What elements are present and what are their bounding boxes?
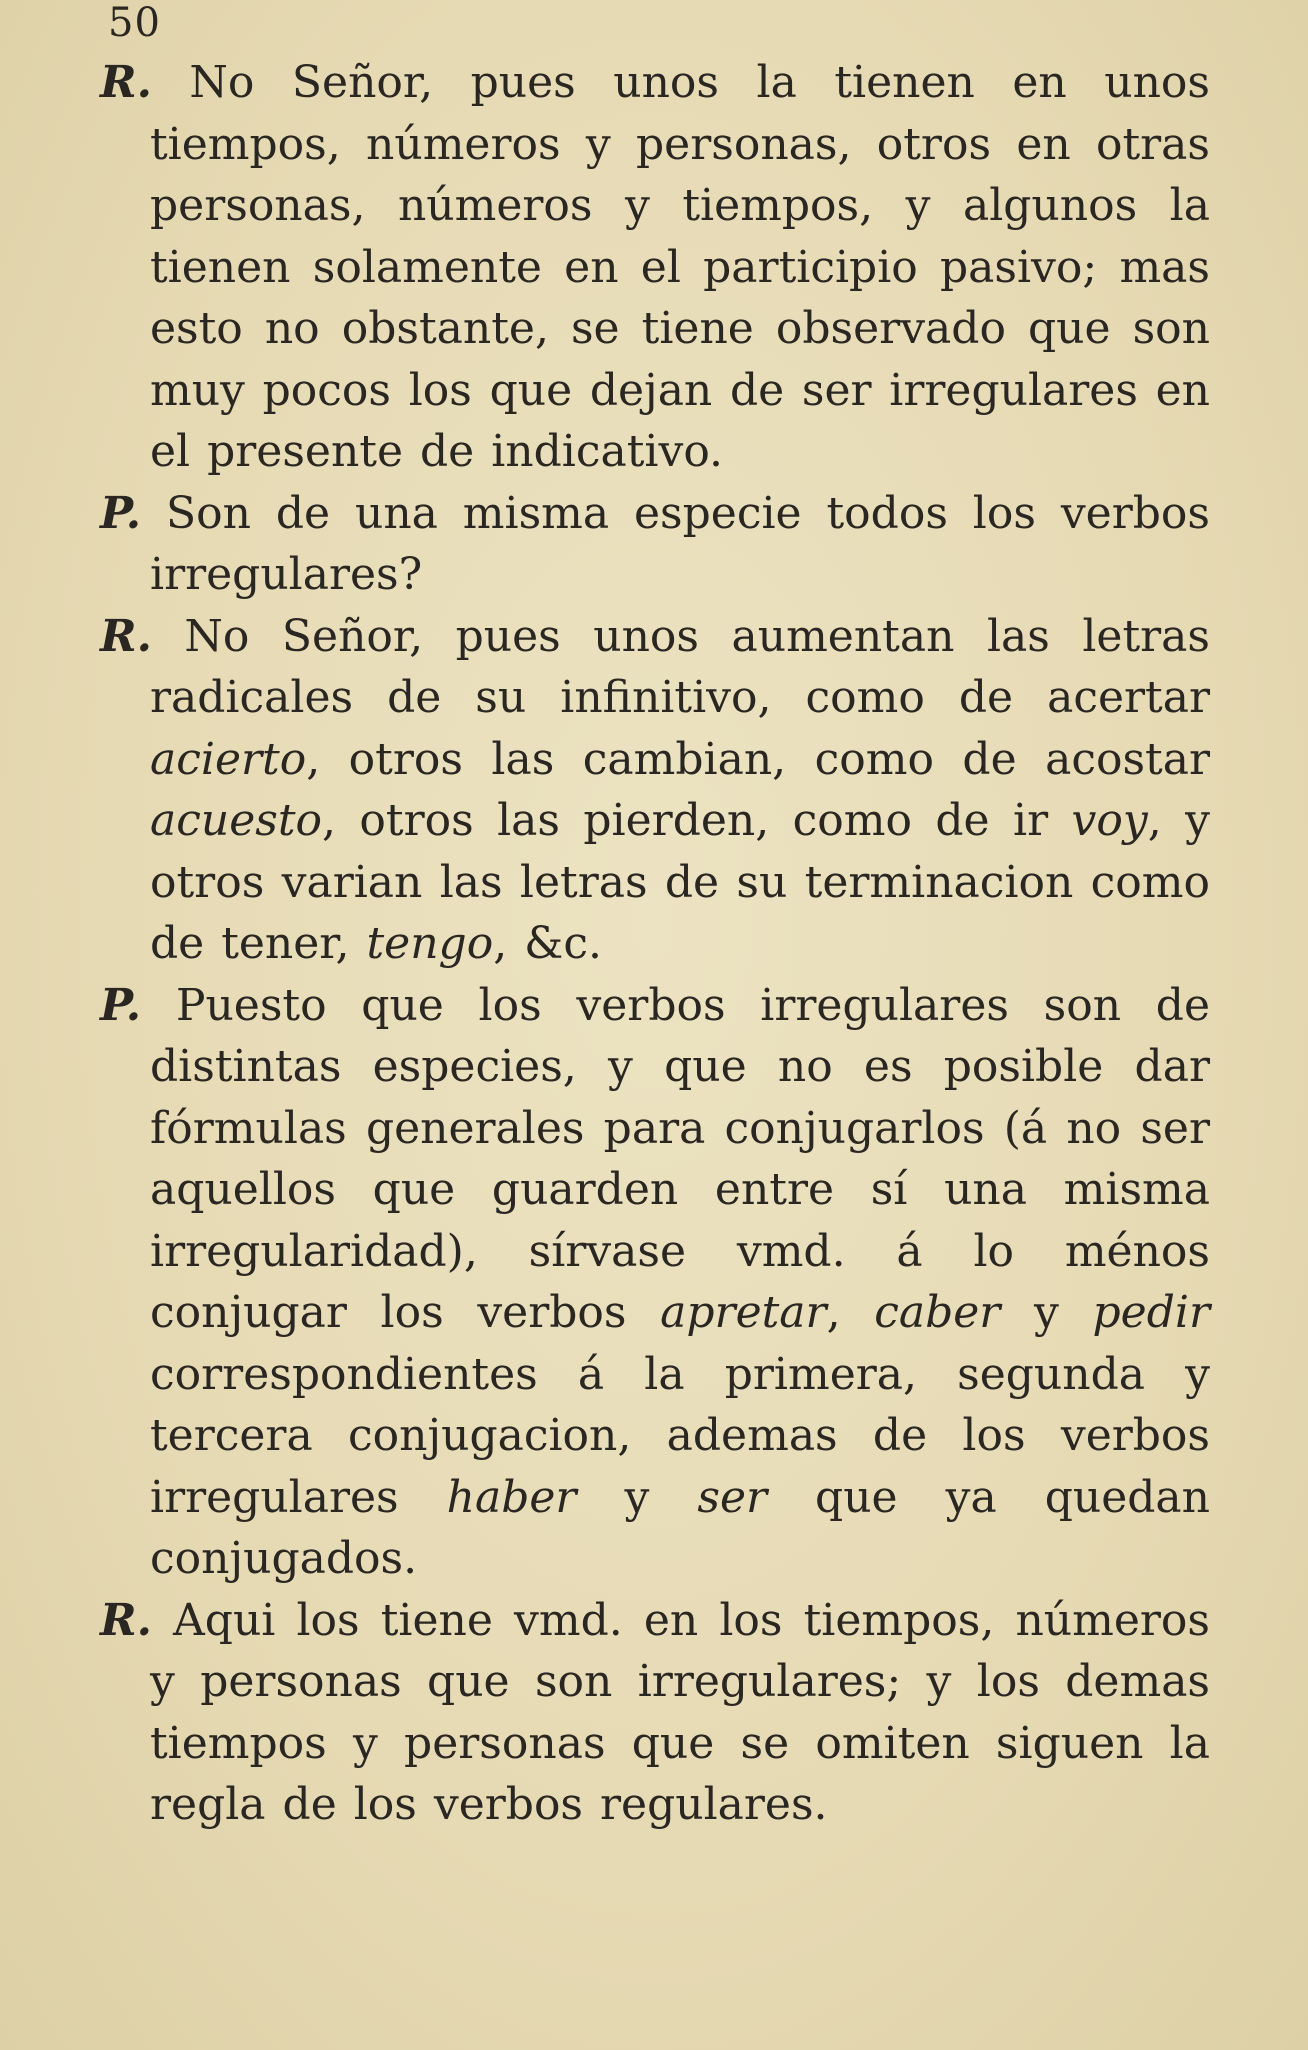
paragraph-text: y — [576, 1471, 698, 1523]
paragraph-text: , otros las pierden, como de ir — [322, 795, 1072, 846]
question-label: P. — [100, 979, 142, 1031]
question-paragraph-2 — [100, 975, 1210, 1590]
question-label: P. — [100, 487, 142, 539]
paragraph-text: correspondientes á la primera, segunda y tercera conjugacion, ademas de los verbos irregulares — [150, 1348, 1210, 1523]
paragraph-text: Aqui los tiene vmd. en los tiempos, números y personas que son irregulares; y los demas tiempos y personas que se omiten siguen la regla de los verbos regulares. — [150, 1594, 1210, 1830]
verb-word: haber — [446, 1471, 577, 1523]
paragraph-text: , — [826, 1287, 875, 1338]
paragraph-text: y — [1000, 1287, 1093, 1338]
body-text — [100, 52, 1210, 1836]
page-number: 50 — [108, 0, 161, 46]
example-word: voy — [1071, 795, 1148, 846]
paragraph-text: , otros las cambian, como de acostar — [306, 733, 1210, 785]
paragraph-text: No Señor, pues unos aumentan las letras radicales de su infinitivo, como de acertar — [150, 610, 1210, 723]
answer-paragraph-3 — [100, 1590, 1210, 1836]
paragraph-text: que ya quedan conjugados. — [150, 1471, 1210, 1584]
answer-label: R. — [100, 610, 152, 662]
example-word: acierto — [150, 733, 307, 785]
verb-word: pedir — [1092, 1287, 1210, 1338]
paragraph-text: , y otros varian las letras de su terminacion como de tener, — [150, 795, 1210, 969]
answer-label: R. — [100, 57, 152, 108]
answer-label: R. — [100, 1594, 152, 1646]
example-word: acuesto — [150, 795, 323, 846]
paragraph-text: Son de una misma especie todos los verbos irregulares? — [150, 487, 1210, 600]
verb-word: ser — [697, 1471, 768, 1523]
verb-word: apretar — [660, 1287, 827, 1338]
question-paragraph-1 — [100, 483, 1210, 606]
verb-word: caber — [874, 1287, 1001, 1338]
paragraph-text: No Señor, pues unos la tienen en unos tiempos, números y personas, otros en otras personas, números y tiempos, y algunos la tienen solamente en el participio pasivo; mas esto no obstante, se tiene observado que son muy pocos los que dejan de ser irregulares en el presente de indicativo. — [150, 57, 1210, 477]
answer-paragraph-2 — [100, 606, 1210, 975]
paragraph-text: Puesto que los verbos irregulares son de distintas especies, y que no es posible dar fórmulas generales para conjugarlos (á no ser aquellos que guarden entre sí una misma irregularidad), sírvase vmd. á lo ménos conjugar los verbos — [150, 979, 1210, 1338]
answer-paragraph-1 — [100, 52, 1210, 483]
example-word: tengo — [366, 918, 494, 969]
paragraph-text: , &c. — [493, 918, 602, 969]
